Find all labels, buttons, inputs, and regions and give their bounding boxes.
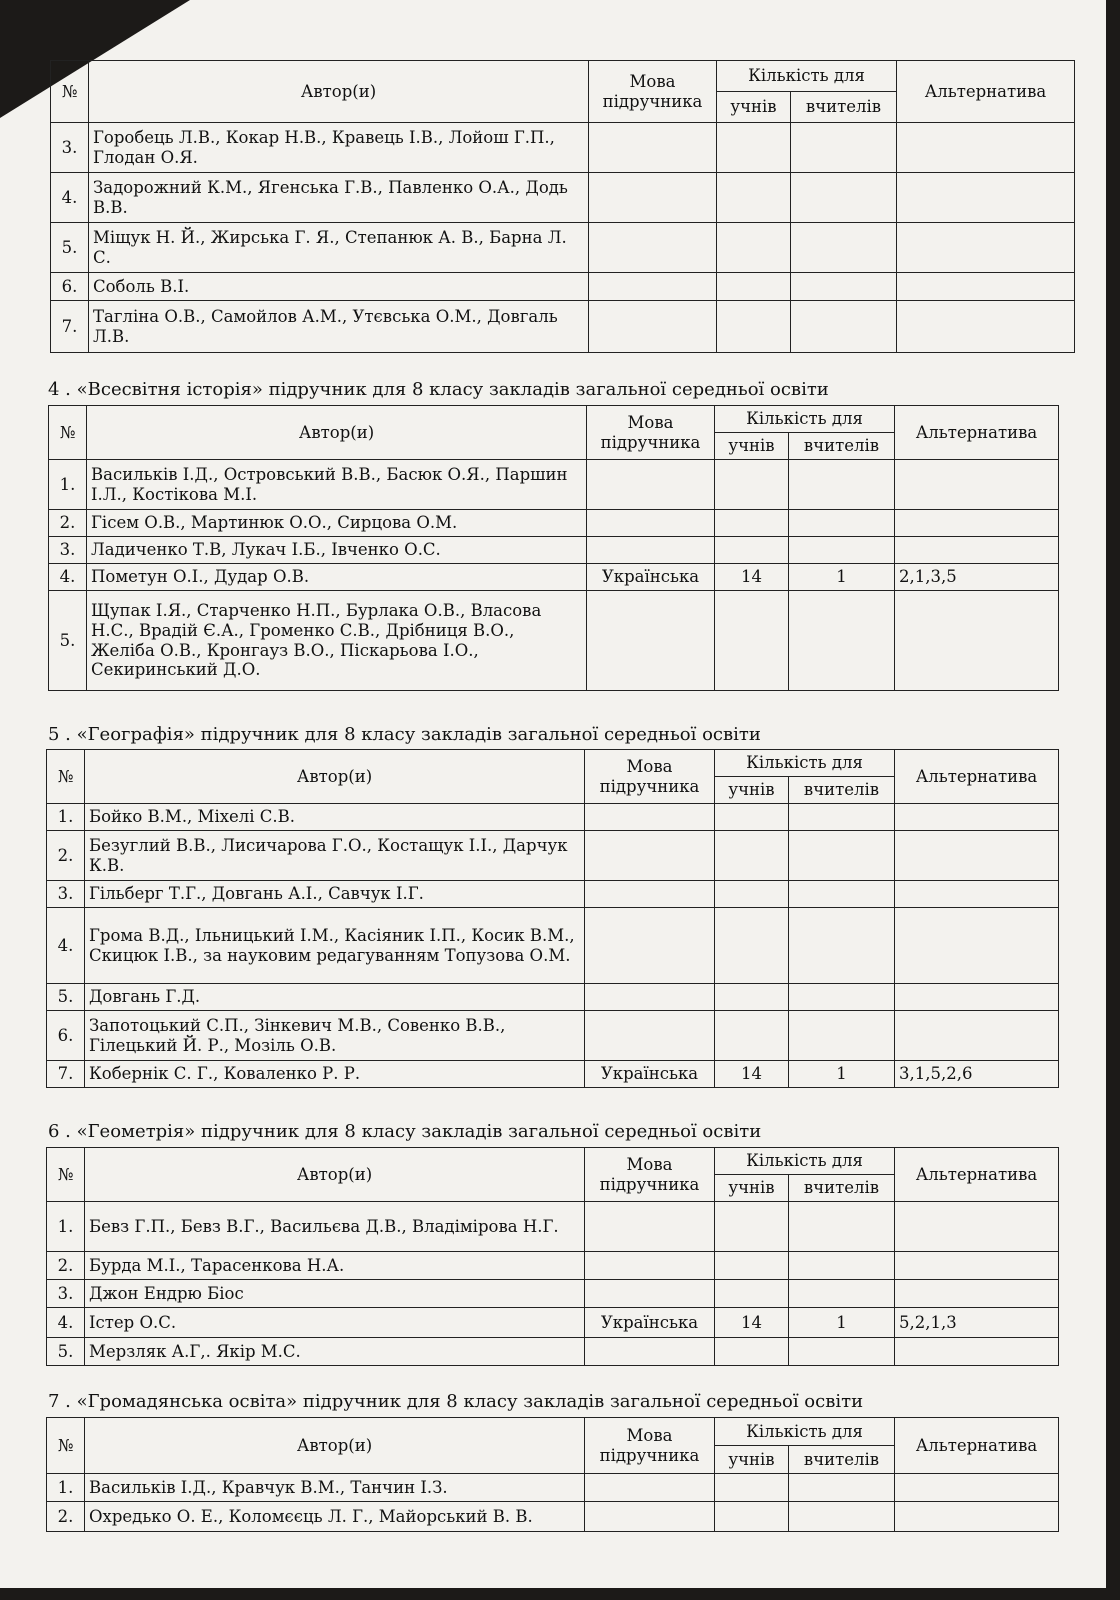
table-row bbox=[49, 564, 1059, 591]
row-authors: Гісем О.В., Мартинюк О.О., Сирцова О.М. bbox=[87, 510, 587, 537]
col-num-header: № bbox=[51, 61, 89, 123]
row-alternative bbox=[897, 123, 1075, 173]
row-language: Українська bbox=[585, 1308, 715, 1338]
col-num-header: № bbox=[49, 406, 87, 460]
col-alt-header: Альтернатива bbox=[895, 1148, 1059, 1202]
row-teachers bbox=[791, 223, 897, 273]
col-author-header: Автор(и) bbox=[85, 1148, 585, 1202]
table-row bbox=[47, 1308, 1059, 1338]
table-row bbox=[51, 123, 1075, 173]
col-lang-header: Мова підручника bbox=[585, 1418, 715, 1474]
row-number: 4. bbox=[51, 173, 89, 223]
row-number: 3. bbox=[49, 537, 87, 564]
table-row bbox=[47, 984, 1059, 1011]
row-number: 2. bbox=[47, 1252, 85, 1280]
col-teachers-header: вчителів bbox=[789, 1175, 895, 1202]
row-alternative bbox=[897, 273, 1075, 301]
table-row bbox=[47, 1502, 1059, 1532]
row-teachers bbox=[789, 1474, 895, 1502]
row-authors: Грома В.Д., Ільницький І.М., Касіяник І.П., Косик В.М., Скицюк І.В., за науковим редагуванням Топузова О.М. bbox=[85, 908, 585, 984]
table-row bbox=[47, 804, 1059, 831]
table-row bbox=[47, 831, 1059, 881]
table-row bbox=[47, 1280, 1059, 1308]
row-students bbox=[717, 173, 791, 223]
row-alternative bbox=[895, 1338, 1059, 1366]
row-language bbox=[585, 1202, 715, 1252]
row-students bbox=[715, 1474, 789, 1502]
table-header-row bbox=[47, 750, 1059, 777]
row-alternative bbox=[895, 908, 1059, 984]
section-heading: 7 . «Громадянська освіта» підручник для 8 класу закладів загальної середньої освіти bbox=[48, 1391, 864, 1412]
col-author-header: Автор(и) bbox=[85, 1418, 585, 1474]
table-row bbox=[47, 1061, 1059, 1088]
col-lang-header: Мова підручника bbox=[585, 750, 715, 804]
row-teachers bbox=[789, 1502, 895, 1532]
textbook-table bbox=[48, 405, 1059, 691]
row-teachers bbox=[791, 173, 897, 223]
row-alternative: 5,2,1,3 bbox=[895, 1308, 1059, 1338]
col-alt-header: Альтернатива bbox=[895, 750, 1059, 804]
row-students bbox=[715, 1502, 789, 1532]
col-count-header: Кількість для bbox=[715, 750, 895, 777]
row-language bbox=[587, 460, 715, 510]
table-row bbox=[51, 173, 1075, 223]
row-teachers: 1 bbox=[789, 1061, 895, 1088]
row-alternative: 2,1,3,5 bbox=[895, 564, 1059, 591]
row-students bbox=[717, 301, 791, 353]
col-lang-header: Мова підручника bbox=[587, 406, 715, 460]
row-language bbox=[587, 591, 715, 691]
section-heading: 5 . «Географія» підручник для 8 класу закладів загальної середньої освіти bbox=[48, 724, 761, 745]
col-teachers-header: вчителів bbox=[791, 92, 897, 123]
row-alternative bbox=[897, 223, 1075, 273]
table-row bbox=[49, 460, 1059, 510]
row-language bbox=[589, 123, 717, 173]
row-teachers bbox=[789, 510, 895, 537]
table-row bbox=[47, 881, 1059, 908]
row-alternative bbox=[897, 173, 1075, 223]
row-number: 1. bbox=[47, 1474, 85, 1502]
table-row bbox=[51, 223, 1075, 273]
row-teachers bbox=[789, 908, 895, 984]
col-count-header: Кількість для bbox=[715, 1148, 895, 1175]
row-number: 1. bbox=[47, 804, 85, 831]
row-alternative bbox=[895, 1202, 1059, 1252]
col-num-header: № bbox=[47, 1148, 85, 1202]
row-number: 5. bbox=[47, 984, 85, 1011]
textbook-table bbox=[46, 749, 1059, 1088]
row-authors: Міщук Н. Й., Жирська Г. Я., Степанюк А. В., Барна Л. С. bbox=[89, 223, 589, 273]
row-students bbox=[715, 831, 789, 881]
table-row bbox=[47, 1338, 1059, 1366]
table-row bbox=[47, 908, 1059, 984]
row-number: 1. bbox=[47, 1202, 85, 1252]
col-count-header: Кількість для bbox=[715, 1418, 895, 1446]
row-teachers bbox=[789, 1338, 895, 1366]
row-number: 3. bbox=[47, 1280, 85, 1308]
row-number: 5. bbox=[51, 223, 89, 273]
row-number: 2. bbox=[47, 831, 85, 881]
row-authors: Охредько О. Е., Коломєєць Л. Г., Майорський В. В. bbox=[85, 1502, 585, 1532]
row-authors: Ладиченко Т.В, Лукач І.Б., Івченко О.С. bbox=[87, 537, 587, 564]
row-authors: Бойко В.М., Міхелі С.В. bbox=[85, 804, 585, 831]
col-num-header: № bbox=[47, 1418, 85, 1474]
row-teachers bbox=[791, 301, 897, 353]
row-language bbox=[585, 1338, 715, 1366]
row-language bbox=[585, 881, 715, 908]
row-students bbox=[715, 908, 789, 984]
row-students bbox=[715, 1338, 789, 1366]
row-students bbox=[715, 1011, 789, 1061]
row-alternative bbox=[897, 301, 1075, 353]
table-header-row bbox=[51, 61, 1075, 92]
row-teachers bbox=[789, 1252, 895, 1280]
row-teachers: 1 bbox=[789, 1308, 895, 1338]
col-students-header: учнів bbox=[715, 433, 789, 460]
row-alternative bbox=[895, 510, 1059, 537]
row-alternative bbox=[895, 1502, 1059, 1532]
col-alt-header: Альтернатива bbox=[895, 1418, 1059, 1474]
table-row bbox=[47, 1011, 1059, 1061]
row-authors: Соболь В.І. bbox=[89, 273, 589, 301]
col-author-header: Автор(и) bbox=[89, 61, 589, 123]
row-authors: Пометун О.І., Дудар О.В. bbox=[87, 564, 587, 591]
table-header-row bbox=[47, 1148, 1059, 1175]
row-students bbox=[717, 273, 791, 301]
section-heading: 4 . «Всесвітня історія» підручник для 8 класу закладів загальної середньої освіти bbox=[48, 379, 829, 400]
row-alternative bbox=[895, 1011, 1059, 1061]
col-students-header: учнів bbox=[717, 92, 791, 123]
row-authors: Запотоцький С.П., Зінкевич М.В., Совенко В.В., Гілецький Й. Р., Мозіль О.В. bbox=[85, 1011, 585, 1061]
row-language: Українська bbox=[585, 1061, 715, 1088]
row-number: 4. bbox=[47, 908, 85, 984]
row-language: Українська bbox=[587, 564, 715, 591]
row-alternative: 3,1,5,2,6 bbox=[895, 1061, 1059, 1088]
row-language bbox=[585, 1502, 715, 1532]
table-row bbox=[49, 537, 1059, 564]
row-teachers bbox=[789, 1011, 895, 1061]
table-row bbox=[47, 1202, 1059, 1252]
row-language bbox=[585, 1011, 715, 1061]
row-teachers bbox=[789, 1202, 895, 1252]
row-teachers bbox=[789, 881, 895, 908]
row-teachers bbox=[789, 804, 895, 831]
row-number: 3. bbox=[47, 881, 85, 908]
row-alternative bbox=[895, 1252, 1059, 1280]
row-number: 6. bbox=[51, 273, 89, 301]
row-number: 3. bbox=[51, 123, 89, 173]
row-authors: Бурда М.І., Тарасенкова Н.А. bbox=[85, 1252, 585, 1280]
row-teachers bbox=[791, 123, 897, 173]
table-header-row bbox=[47, 1418, 1059, 1446]
col-lang-header: Мова підручника bbox=[589, 61, 717, 123]
row-students bbox=[715, 1252, 789, 1280]
col-students-header: учнів bbox=[715, 1446, 789, 1474]
col-count-header: Кількість для bbox=[715, 406, 895, 433]
row-language bbox=[585, 1280, 715, 1308]
row-language bbox=[589, 223, 717, 273]
row-authors: Тагліна О.В., Самойлов А.М., Утєвська О.М., Довгаль Л.В. bbox=[89, 301, 589, 353]
col-teachers-header: вчителів bbox=[789, 777, 895, 804]
row-number: 4. bbox=[47, 1308, 85, 1338]
table-row bbox=[47, 1474, 1059, 1502]
row-language bbox=[587, 537, 715, 564]
row-alternative bbox=[895, 460, 1059, 510]
row-number: 1. bbox=[49, 460, 87, 510]
row-students bbox=[715, 1202, 789, 1252]
row-authors: Мерзляк А.Г,. Якір М.С. bbox=[85, 1338, 585, 1366]
row-number: 5. bbox=[49, 591, 87, 691]
row-teachers bbox=[789, 537, 895, 564]
row-authors: Безуглий В.В., Лисичарова Г.О., Костащук І.І., Дарчук К.В. bbox=[85, 831, 585, 881]
row-authors: Кобернік С. Г., Коваленко Р. Р. bbox=[85, 1061, 585, 1088]
row-language bbox=[585, 984, 715, 1011]
row-language bbox=[587, 510, 715, 537]
row-students: 14 bbox=[715, 1308, 789, 1338]
col-lang-header: Мова підручника bbox=[585, 1148, 715, 1202]
table-row bbox=[49, 591, 1059, 691]
row-students bbox=[717, 123, 791, 173]
col-num-header: № bbox=[47, 750, 85, 804]
table-header-row bbox=[49, 406, 1059, 433]
row-language bbox=[589, 173, 717, 223]
row-students bbox=[715, 510, 789, 537]
table-row bbox=[51, 301, 1075, 353]
row-authors: Джон Ендрю Біос bbox=[85, 1280, 585, 1308]
row-language bbox=[589, 301, 717, 353]
col-students-header: учнів bbox=[715, 777, 789, 804]
row-alternative bbox=[895, 1474, 1059, 1502]
row-number: 2. bbox=[47, 1502, 85, 1532]
row-students bbox=[715, 984, 789, 1011]
col-alt-header: Альтернатива bbox=[895, 406, 1059, 460]
row-alternative bbox=[895, 881, 1059, 908]
row-alternative bbox=[895, 804, 1059, 831]
row-alternative bbox=[895, 1280, 1059, 1308]
row-authors: Гільберг Т.Г., Довгань А.І., Савчук І.Г. bbox=[85, 881, 585, 908]
row-language bbox=[585, 908, 715, 984]
col-students-header: учнів bbox=[715, 1175, 789, 1202]
section-heading: 6 . «Геометрія» підручник для 8 класу закладів загальної середньої освіти bbox=[48, 1121, 762, 1142]
row-teachers bbox=[789, 984, 895, 1011]
row-authors: Істер О.С. bbox=[85, 1308, 585, 1338]
row-students bbox=[715, 881, 789, 908]
col-alt-header: Альтернатива bbox=[897, 61, 1075, 123]
row-number: 5. bbox=[47, 1338, 85, 1366]
row-authors: Бевз Г.П., Бевз В.Г., Васильєва Д.В., Владімірова Н.Г. bbox=[85, 1202, 585, 1252]
row-students bbox=[717, 223, 791, 273]
row-number: 7. bbox=[51, 301, 89, 353]
row-authors: Васильків І.Д., Кравчук В.М., Танчин І.З. bbox=[85, 1474, 585, 1502]
row-language bbox=[585, 1252, 715, 1280]
row-teachers bbox=[791, 273, 897, 301]
row-authors: Щупак І.Я., Старченко Н.П., Бурлака О.В., Власова Н.С., Врадій Є.А., Громенко С.В., Дрібниця В.О., Желіба О.В., Кронгауз В.О., Піскарьова І.О., Секиринський Д.О. bbox=[87, 591, 587, 691]
row-alternative bbox=[895, 591, 1059, 691]
textbook-table bbox=[46, 1417, 1059, 1532]
row-teachers bbox=[789, 460, 895, 510]
row-students bbox=[715, 591, 789, 691]
row-students: 14 bbox=[715, 564, 789, 591]
row-number: 4. bbox=[49, 564, 87, 591]
row-language bbox=[585, 1474, 715, 1502]
row-teachers bbox=[789, 591, 895, 691]
row-students bbox=[715, 1280, 789, 1308]
row-number: 7. bbox=[47, 1061, 85, 1088]
row-alternative bbox=[895, 984, 1059, 1011]
textbook-table bbox=[46, 1147, 1059, 1366]
col-teachers-header: вчителів bbox=[789, 433, 895, 460]
row-authors: Горобець Л.В., Кокар Н.В., Кравець І.В., Лойош Г.П., Глодан О.Я. bbox=[89, 123, 589, 173]
row-alternative bbox=[895, 537, 1059, 564]
row-authors: Задорожний К.М., Ягенська Г.В., Павленко О.А., Додь В.В. bbox=[89, 173, 589, 223]
row-students: 14 bbox=[715, 1061, 789, 1088]
table-row bbox=[51, 273, 1075, 301]
table-row bbox=[47, 1252, 1059, 1280]
row-students bbox=[715, 804, 789, 831]
row-language bbox=[585, 831, 715, 881]
col-count-header: Кількість для bbox=[717, 61, 897, 92]
col-author-header: Автор(и) bbox=[87, 406, 587, 460]
row-language bbox=[589, 273, 717, 301]
row-students bbox=[715, 460, 789, 510]
row-teachers bbox=[789, 1280, 895, 1308]
col-author-header: Автор(и) bbox=[85, 750, 585, 804]
row-teachers bbox=[789, 831, 895, 881]
row-authors: Васильків І.Д., Островський В.В., Басюк О.Я., Паршин І.Л., Костікова М.І. bbox=[87, 460, 587, 510]
row-number: 2. bbox=[49, 510, 87, 537]
col-teachers-header: вчителів bbox=[789, 1446, 895, 1474]
row-alternative bbox=[895, 831, 1059, 881]
row-teachers: 1 bbox=[789, 564, 895, 591]
row-number: 6. bbox=[47, 1011, 85, 1061]
row-students bbox=[715, 537, 789, 564]
table-row bbox=[49, 510, 1059, 537]
row-authors: Довгань Г.Д. bbox=[85, 984, 585, 1011]
row-language bbox=[585, 804, 715, 831]
textbook-table bbox=[50, 60, 1075, 353]
